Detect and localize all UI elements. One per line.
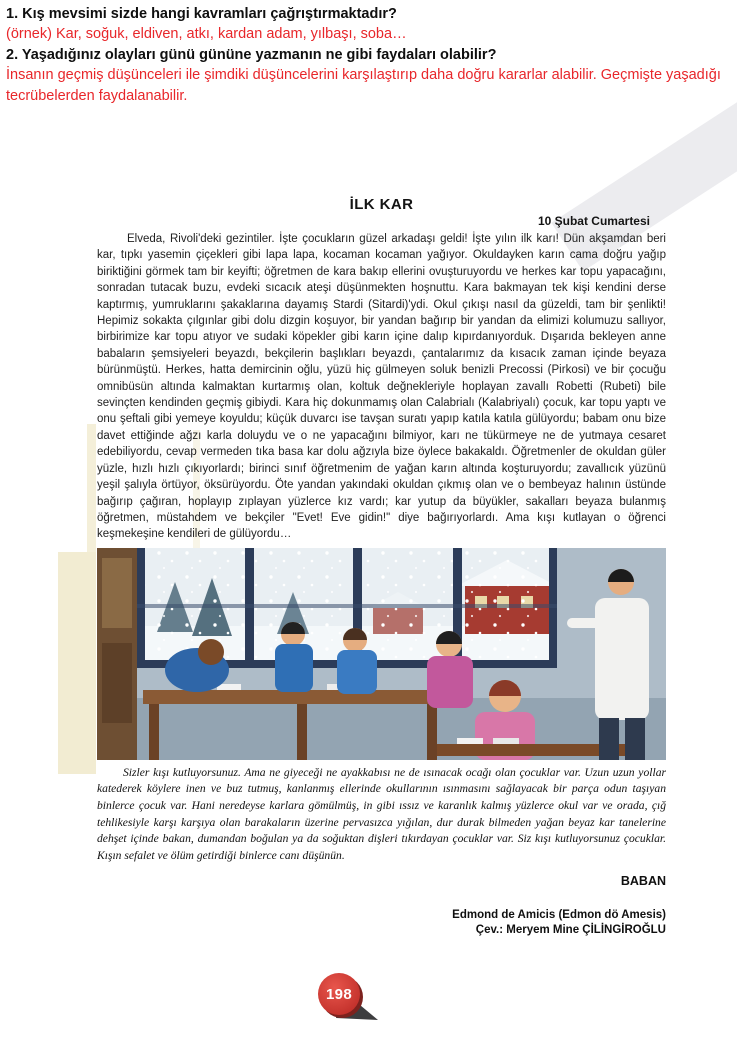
question-1: 1. Kış mevsimi sizde hangi kavramları çağrıştırmaktadır? bbox=[6, 6, 397, 22]
answer-2: İnsanın geçmiş düşünceleri ile şimdiki düşüncelerini karşılaştırıp daha doğru kararlar alabilir. Geçmişte yaşadığı tecrübelerden faydalanabilir. bbox=[6, 67, 721, 104]
page-number: 198 bbox=[326, 985, 352, 1003]
yellow-strip-decoration bbox=[58, 552, 96, 774]
classroom-scene-svg bbox=[97, 548, 666, 760]
passage-date: 10 Şubat Cumartesi bbox=[537, 214, 650, 228]
passage-body: Elveda, Rivoli'deki gezintiler. İşte çocukların güzel arkadaşı geldi! İşte yılın ilk karı! Dün akşamdan beri kar, tıpkı yasemin çiçekleri gibi lapa lapa, kocaman kocaman yağıyor. Okuldayken karın cama doğru yağıp biriktiğini görmek tam bir keyifti; öğretmen de kara bakıp ellerini ovuşturuyordu ve herkes kar topu yapacağını, sonradan tutacak buzu, evdeki sıcacık ateşi düşünmekten hoşnuttu. Kara bakmayan tek kişi kendini derse kaptırmış, yumruklarını şakaklarına dayamış Stardi (Sitardi)'ydi. Okul çıkışı nasıl da güzeldi, tam bir şenlikti! Hepimiz sokakta çılgınlar gibi dolu dizgin koşuyor, bir yandan bağırıp bir yandan da elimizi kolumuzu sallıyor, birbirimize kar topu atıyor ve sudaki köpekler gibi karın içine dalıp kıpırdanıyorduk. Dışarıda bekleyen anne babaların şemsiyeleri beyazdı, bekçilerin başlıkları beyazdı, çantalarımız da kısacık zaman içinde beyaza bürünmüştü. Herkes, hatta demircinin oğlu, yüzü hiç gülmeyen soluk benizli Precossi (Pirkosi) ve bir çocuğu omnibüsün altında kalmaktan kurtarmış olan, koltuk değnekleriyle hoplayan zavallı Robetti (Rubeti) bile sevinçten kendinden geçmiş gibiydi. Kara hiç dokunmamış olan Calabrialı (Kalabriyalı) çocuk, kar topu yaptı ve onu şeftali gibi yemeye koyuldu; küçük duvarcı ise tavşan suratı yapıp katıla katıla gülüyordu; babam onu bize davet ettiğinde ağzı karla doluydu ve o ne yapacağını bilmiyor, karı ne tükürmeye ne de yutmaya cesaret edebiliyordu, cevap vermeden tıka basa kar dolu ağzıyla bize öylece bakakaldı. Öğretmenler de okuldan güler yüzle, hızlı hızlı çıkıyorlardı; birinci sınıf öğretmenim de yağan karın altında koşturuyordu; zavallıcık yüzünü yeşil şalıyla örtüyor, öksürüyordu. Öte yandan yakındaki okuldan çıkmış olan ve o bembeyaz halının üstünde bağırıp çağıran, hoplayıp zıplayan yüzlerce kız vardı; kar yutup da büyükler, sakalları beyaza bulanmış öğretmen, müstahdem ve bekçiler "Evet! Eve gidin!" diye bağırıyorlardı. Ama kışı kutlayan o öğrenci keşmekeşine kendileri de gülüyordu… bbox=[97, 233, 666, 541]
passage-signature: BABAN bbox=[620, 874, 666, 889]
page-number-badge bbox=[310, 968, 382, 1026]
passage-author: Edmond de Amicis (Edmon dö Amesis) bbox=[452, 909, 666, 922]
classroom-illustration bbox=[97, 548, 666, 760]
question-2: 2. Yaşadığınız olayları günü gününe yazmanın ne gibi faydaları olabilir? bbox=[6, 47, 497, 63]
yellow-strip-decoration bbox=[87, 424, 96, 556]
questions-section bbox=[6, 4, 734, 107]
passage-quote: Sizler kışı kutluyorsunuz. Ama ne giyeceği ne ayakkabısı ne de ısınacak ocağı olan çocuklar var. Uzun uzun yollar katederek köylere inen ve buz tutmuş, kanlanmış ellerinde okullarının ısınmasını sağlayacak bir parça odun taşıyan binlerce çocuk var. Hani neredeyse karlara gömülmüş, in gibi ıssız ve karanlık kalmış yüzlerce okul var ve orada, çığ tehlikesiyle karşı karşıya olan barakaların üzerine pervasızca yığılan, dur durak bilmeden yağan beyaz kar tanelerine dehşet içinde bakan, dumandan boğulan ya da soğuktan dişleri tıkırdayan çocuklar var. Siz kışı kutluyorsunuz çocuklar. Kışın sefalet ve ölüm getirdiği binlerce canı düşünün. bbox=[97, 765, 666, 862]
answer-1: (örnek) Kar, soğuk, eldiven, atkı, kardan adam, yılbaşı, soba… bbox=[6, 26, 407, 42]
passage-title: İLK KAR bbox=[349, 196, 414, 213]
passage-translator: Çev.: Meryem Mine ÇİLİNGİROĞLU bbox=[475, 924, 666, 937]
reading-passage bbox=[97, 196, 666, 936]
